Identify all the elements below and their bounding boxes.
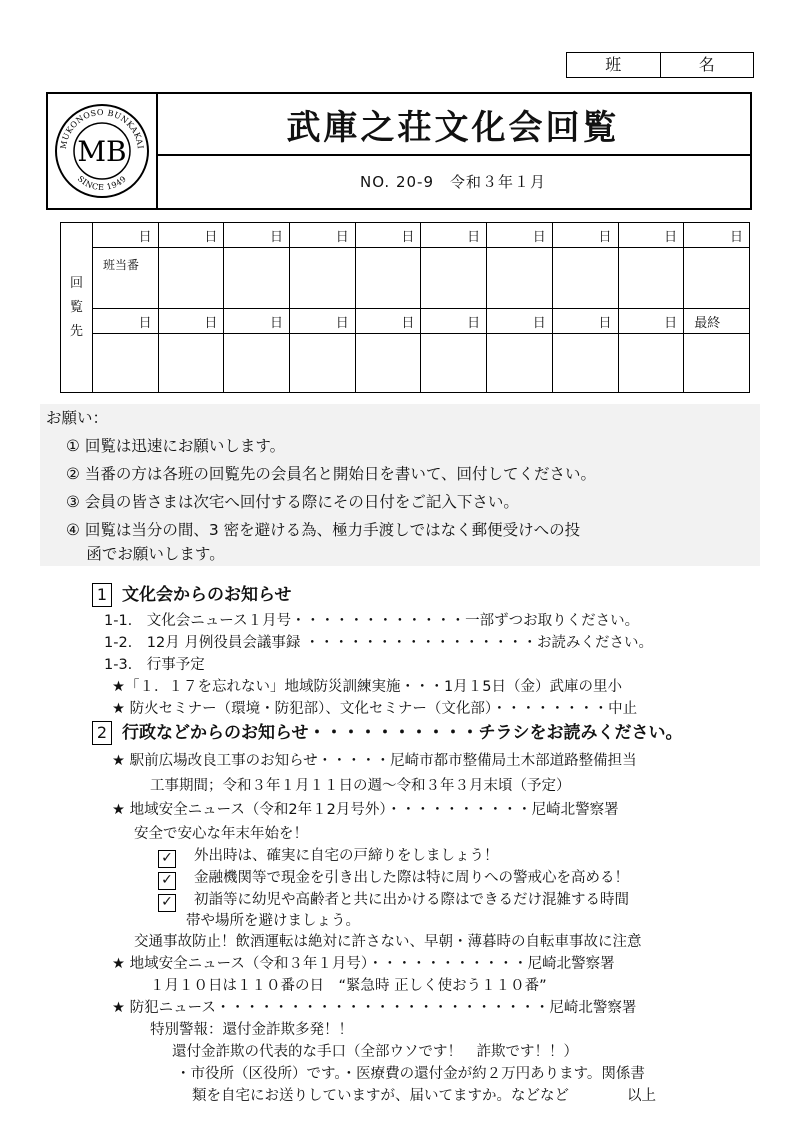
day-cell: 日 <box>93 223 159 248</box>
name-cell <box>158 334 224 393</box>
requests-title: お願い： <box>46 409 109 427</box>
section2-line: ★ 駅前広場改良工事のお知らせ・・・・・尼崎市都市整備局土木部道路整備担当 <box>112 753 637 769</box>
checklist-item <box>158 866 629 890</box>
header-box <box>46 92 752 210</box>
check-icon: ✓ <box>158 894 176 912</box>
name-cell <box>421 248 487 309</box>
section2-line: 工事期間；令和３年１月１１日の週～令和３年３月末頃（予定） <box>150 778 571 794</box>
name-cell <box>290 334 356 393</box>
day-cell: 日 <box>421 223 487 248</box>
section1-line: 1-1. 文化会ニュース１月号・・・・・・・・・・・・一部ずつお取りください。 <box>104 613 640 629</box>
section2-title: 行政などからのお知らせ・・・・・・・・・・チラシをお読みください。 <box>122 723 683 743</box>
check-icon: ✓ <box>158 850 176 868</box>
check-icon: ✓ <box>158 872 176 890</box>
checklist-item <box>158 844 499 868</box>
name-cell <box>290 248 356 309</box>
checklist-text: 外出時は、確実に自宅の戸締りをしましょう！ <box>194 848 499 864</box>
section2-line: 安全で安心な年末年始を！ <box>134 826 308 842</box>
day-cell: 日 <box>421 309 487 334</box>
title-area <box>156 94 750 156</box>
circulation-table <box>60 222 750 393</box>
name-cell <box>552 248 618 309</box>
day-cell: 日 <box>290 223 356 248</box>
name-cell <box>618 334 684 393</box>
name-cell <box>355 248 421 309</box>
request-item: ④ 回覧は当分の間、3 密を避ける為、極力手渡しではなく郵便受けへの投 <box>66 521 581 539</box>
name-cell <box>224 334 290 393</box>
request-item: ② 当番の方は各班の回覧先の会員名と開始日を書いて、回付してください。 <box>66 465 597 483</box>
day-cell: 日 <box>290 309 356 334</box>
day-cell: 日 <box>355 223 421 248</box>
request-item: ③ 会員の皆さまは次宅へ回付する際にその日付をご記入下さい。 <box>66 493 519 511</box>
day-cell: 日 <box>552 223 618 248</box>
day-cell: 日 <box>552 309 618 334</box>
side-char-1: 回 <box>69 275 83 291</box>
logo-cell <box>48 94 158 208</box>
section1-title: 文化会からのお知らせ <box>122 585 292 605</box>
logo-emblem <box>48 94 156 208</box>
day-cell: 日 <box>93 309 159 334</box>
page-title: 武庫之荘文化会回覧 <box>286 107 620 148</box>
name-cell <box>487 248 553 309</box>
day-cell: 日 <box>618 309 684 334</box>
section1-number: 1 <box>92 583 112 607</box>
han-name-box <box>566 52 754 78</box>
day-cell: 日 <box>224 223 290 248</box>
request-item: ① 回覧は迅速にお願いします。 <box>66 437 286 455</box>
logo-ring-top: MUKONOSO BUNKAKAI <box>58 107 145 150</box>
name-cell <box>224 248 290 309</box>
name-label: 名 <box>698 55 715 74</box>
name-cell <box>684 334 750 393</box>
day-cell: 日 <box>684 223 750 248</box>
name-cell <box>684 248 750 309</box>
section1-line: 1-3. 行事予定 <box>104 657 205 673</box>
day-cell: 日 <box>487 223 553 248</box>
logo-mb: MB <box>77 135 127 168</box>
section2-number: 2 <box>92 721 112 745</box>
section2-line: 帯や場所を避けましょう。 <box>186 913 360 929</box>
name-cell <box>355 334 421 393</box>
section2-line: ★ 地域安全ニュース（令和３年１月号）・・・・・・・・・・・尼崎北警察署 <box>112 956 615 972</box>
section2-line: 交通事故防止！飲酒運転は絶対に許さない、早朝・薄暮時の自転車事故に注意 <box>134 934 642 950</box>
section2-line: ・市役所（区役所）です。・医療費の還付金が約２万円あります。関係書 <box>176 1066 645 1082</box>
section1-line: ★「１．１７を忘れない」地域防災訓練実施・・・1月１5日（金）武庫の里小 <box>112 679 622 695</box>
day-cell: 日 <box>618 223 684 248</box>
section1-line: ★ 防火セミナー（環境・防犯部）、文化セミナー（文化部）・・・・・・・・中止 <box>112 701 638 717</box>
last-cell: 最終 <box>684 309 750 334</box>
request-item: 函でお願いします。 <box>66 545 225 563</box>
section1-line: 1-2. 12月 月例役員会議事録 ・・・・・・・・・・・・・・・・お読みください。 <box>104 635 653 651</box>
side-char-3: 先 <box>69 323 83 339</box>
day-cell: 日 <box>224 309 290 334</box>
name-cell <box>487 334 553 393</box>
section2-line: ★ 防犯ニュース・・・・・・・・・・・・・・・・・・・・・・・尼崎北警察署 <box>112 1000 637 1016</box>
name-cell <box>552 334 618 393</box>
checklist-text: 金融機関等で現金を引き出した際は特に周りへの警戒心を高める！ <box>194 870 629 886</box>
section2-line: １月１０日は１１０番の日 “緊急時 正しく使おう１１０番” <box>150 978 547 994</box>
han-label: 班 <box>567 53 661 77</box>
section2-line: 類を自宅にお送りしていますが、届いてますか。などなど 以上 <box>192 1088 656 1104</box>
day-cell: 日 <box>158 309 224 334</box>
section1-heading <box>92 580 292 607</box>
checklist-text: 初詣等に幼児や高齢者と共に出かける際はできるだけ混雑する時間 <box>194 892 629 908</box>
day-cell: 日 <box>487 309 553 334</box>
section2-line: 特別警報：還付金詐欺多発！！ <box>150 1022 353 1038</box>
svg-text:SINCE 1949 <box>76 174 128 192</box>
issue-number: NO. 20-9 令和３年１月 <box>360 172 546 191</box>
section2-line: 還付金詐欺の代表的な手口（全部ウソです！ 詐欺です！！） <box>172 1044 578 1060</box>
name-cell <box>618 248 684 309</box>
name-cell <box>158 248 224 309</box>
day-cell: 日 <box>355 309 421 334</box>
circulation-side-label <box>61 223 93 393</box>
logo-ring-bottom: SINCE 1949 <box>75 174 129 193</box>
name-cell <box>93 334 159 393</box>
day-cell: 日 <box>158 223 224 248</box>
section2-line: ★ 地域安全ニュース（令和2年１2月号外）・・・・・・・・・・尼崎北警察署 <box>112 802 619 818</box>
han-touban-cell: 班当番 <box>93 248 159 309</box>
section2-heading <box>92 718 683 745</box>
side-char-2: 覧 <box>69 299 83 315</box>
name-cell <box>421 334 487 393</box>
